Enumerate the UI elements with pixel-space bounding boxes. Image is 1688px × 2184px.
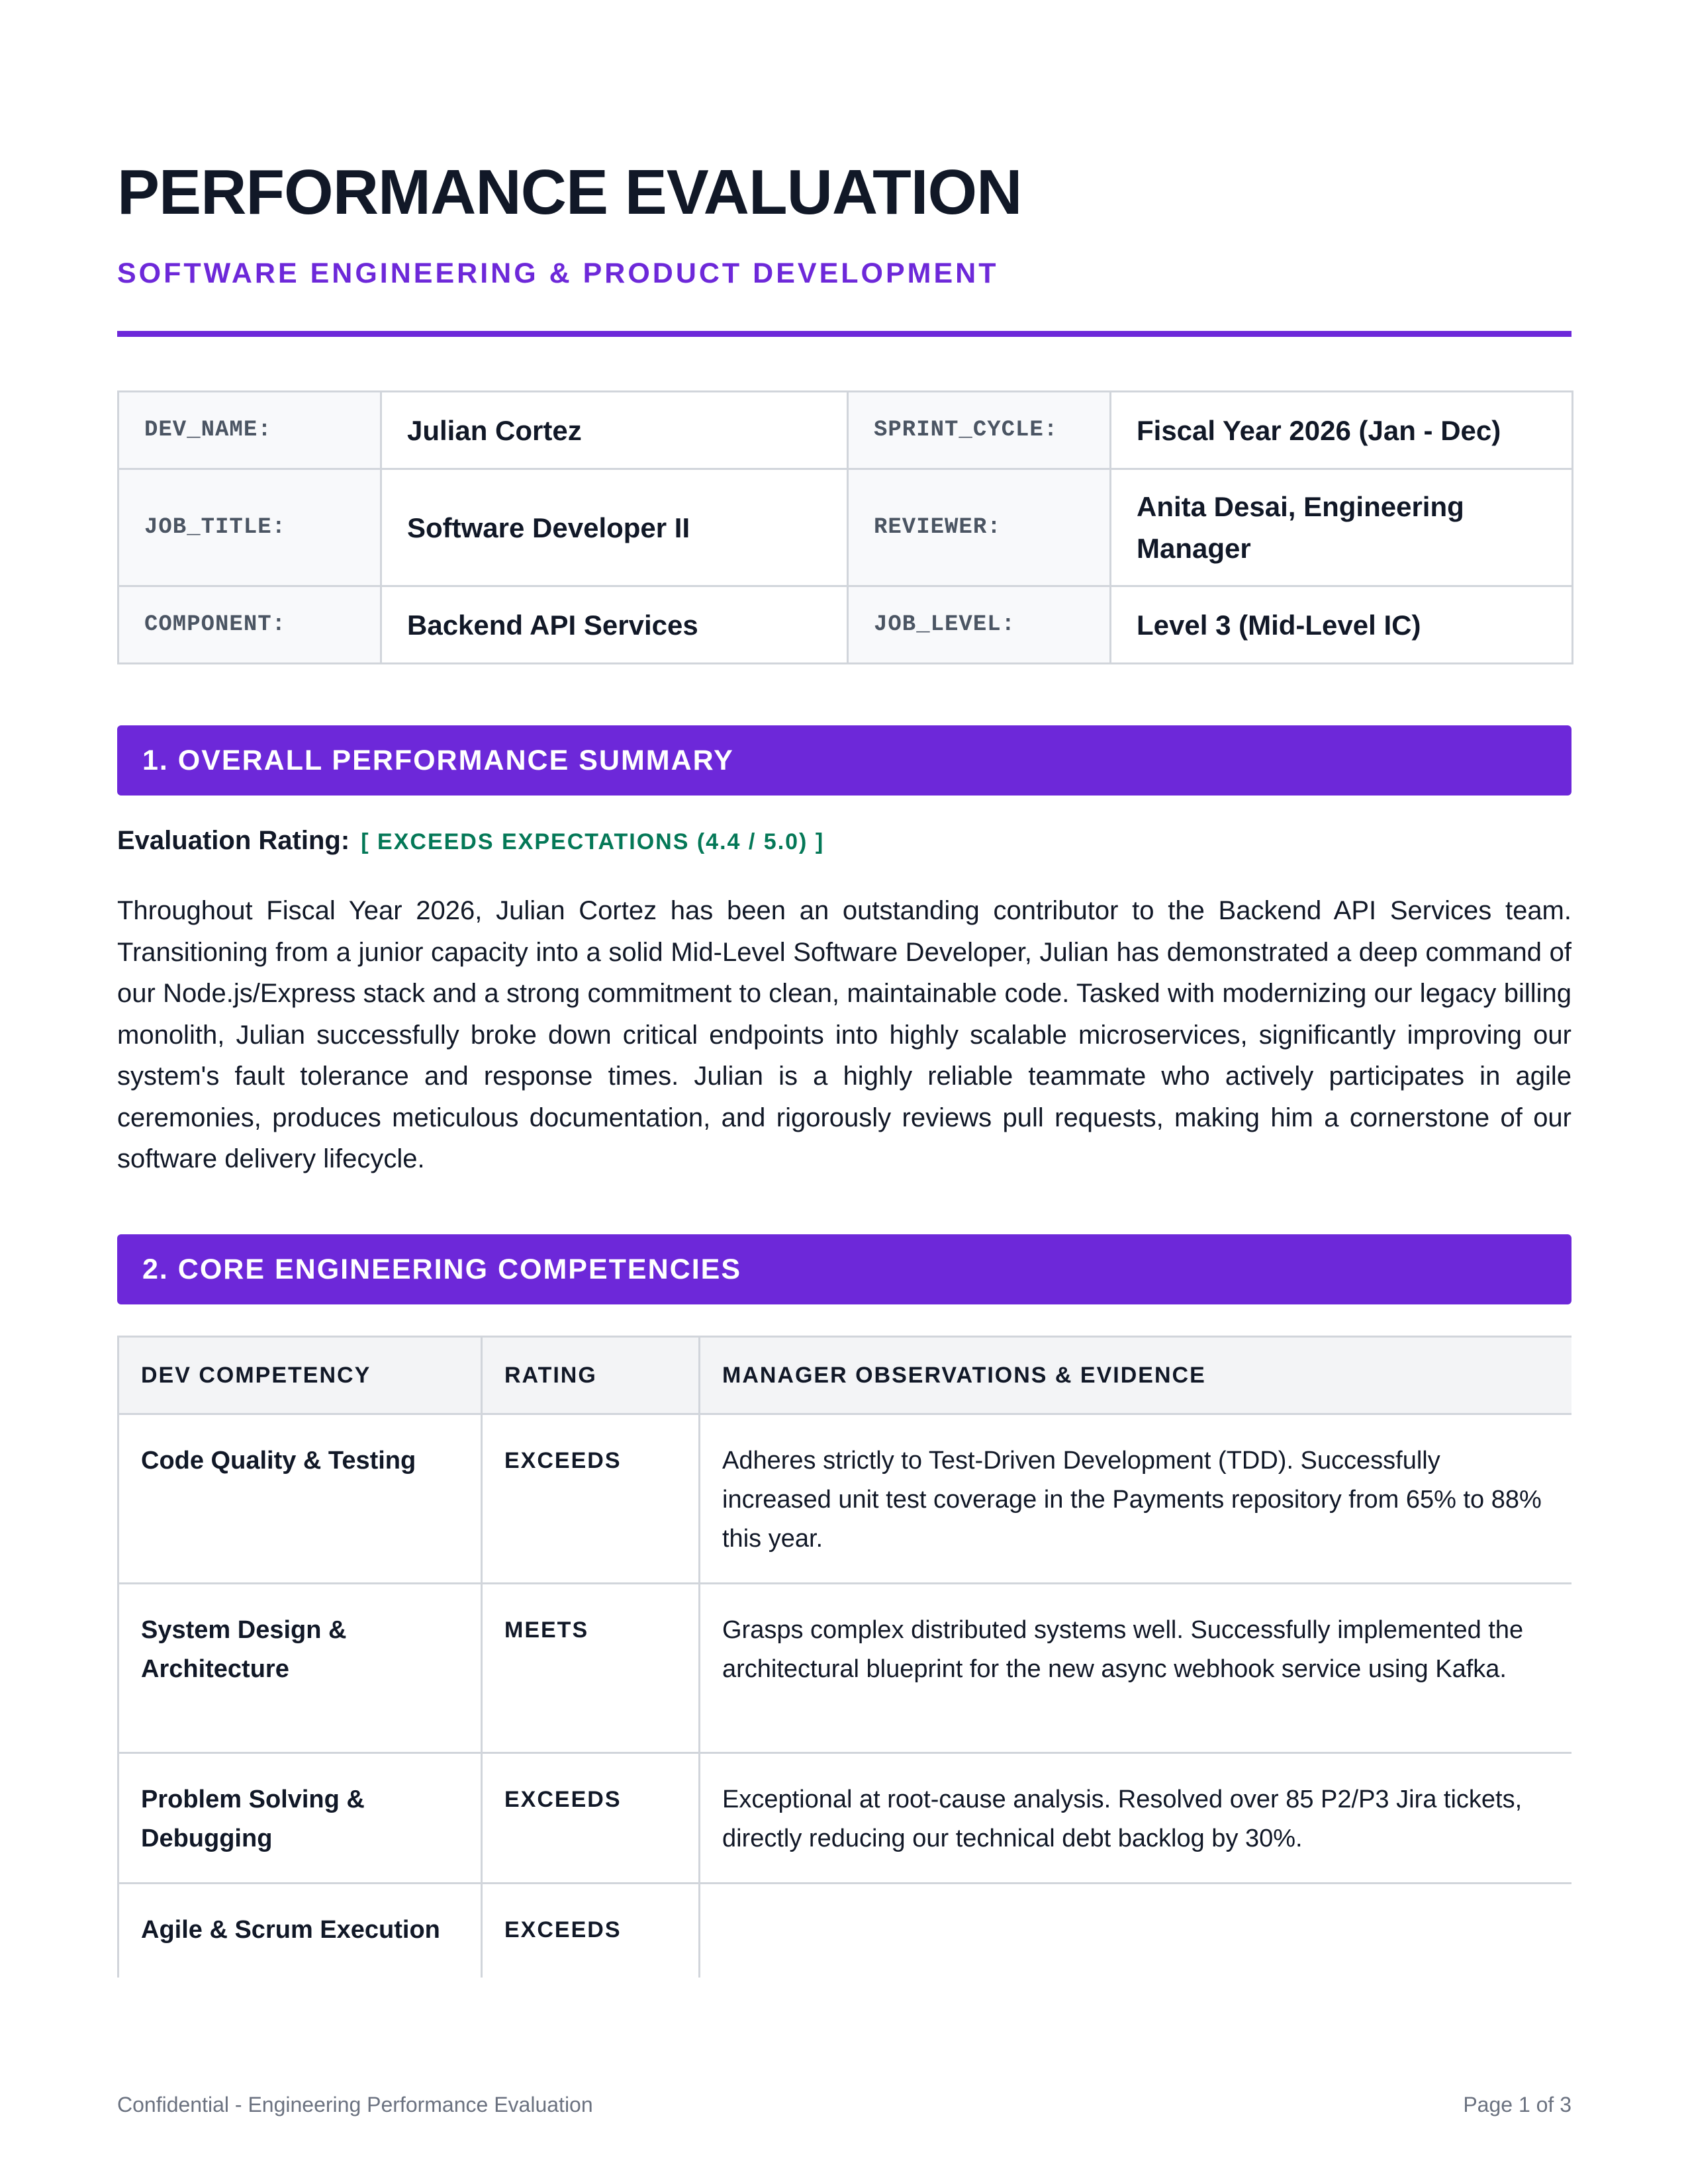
competency-observation: Exceptional at root-cause analysis. Resolved over 85 P2/P3 Jira tickets, directly reducing our technical debt backlog by 30%. <box>700 1753 1572 1884</box>
competency-observation: Adheres strictly to Test-Driven Development (TDD). Successfully increased unit test coverage in the Payments repository from 65% to 88% this year. <box>700 1414 1572 1584</box>
component-label: COMPONENT: <box>118 586 381 664</box>
competencies-table <box>117 1336 1571 1978</box>
competency-rating: EXCEEDS <box>482 1414 700 1584</box>
job-level-label: JOB_LEVEL: <box>848 586 1111 664</box>
table-row <box>118 1414 1572 1584</box>
component-value: Backend API Services <box>381 586 848 664</box>
table-row <box>118 1753 1572 1884</box>
competency-name: Code Quality & Testing <box>118 1414 482 1584</box>
competencies-table-container <box>117 1336 1571 1978</box>
title-divider <box>117 331 1571 337</box>
table-row <box>118 1584 1572 1753</box>
sprint-cycle-label: SPRINT_CYCLE: <box>848 392 1111 469</box>
footer-page-number: Page 1 of 3 <box>1463 2093 1571 2116</box>
competency-rating: EXCEEDS <box>482 1753 700 1884</box>
section-heading-summary: 1. OVERALL PERFORMANCE SUMMARY <box>117 725 1571 796</box>
job-level-value: Level 3 (Mid-Level IC) <box>1111 586 1573 664</box>
job-title-value: Software Developer II <box>381 469 848 586</box>
performance-summary-text: Throughout Fiscal Year 2026, Julian Cortez has been an outstanding contributor to the Backend API Services team. Transitioning from a junior capacity into a solid Mid-Level Software Developer, Julian has demonstrated a deep command of our Node.js/Express stack and a strong commitment to clean, maintainable code. Tasked with modernizing our legacy billing monolith, Julian successfully broke down critical endpoints into highly scalable microservices, significantly improving our system's fault tolerance and response times. Julian is a highly reliable teammate who actively participates in agile ceremonies, produces meticulous documentation, and rigorously reviews pull requests, making him a cornerstone of our software delivery lifecycle. <box>117 896 1571 1173</box>
job-title-label: JOB_TITLE: <box>118 469 381 586</box>
evaluation-rating-label: Evaluation Rating: <box>117 826 350 855</box>
competency-observation: Grasps complex distributed systems well. Successfully implemented the architectural blueprint for the new async webhook service using Kafka. <box>700 1584 1572 1753</box>
column-header-observations: MANAGER OBSERVATIONS & EVIDENCE <box>700 1337 1572 1414</box>
evaluation-rating <box>117 826 824 856</box>
info-row <box>118 586 1573 664</box>
reviewer-value: Anita Desai, Engineering Manager <box>1111 469 1573 586</box>
dev-name-value: Julian Cortez <box>381 392 848 469</box>
info-row <box>118 469 1573 586</box>
competency-rating: MEETS <box>482 1584 700 1753</box>
page-title: PERFORMANCE EVALUATION <box>117 157 1022 228</box>
table-row <box>118 1884 1572 1978</box>
table-header-row <box>118 1337 1572 1414</box>
column-header-competency: DEV COMPETENCY <box>118 1337 482 1414</box>
sprint-cycle-value: Fiscal Year 2026 (Jan - Dec) <box>1111 392 1573 469</box>
column-header-rating: RATING <box>482 1337 700 1414</box>
footer-confidential-note: Confidential - Engineering Performance Evaluation <box>117 2093 593 2116</box>
competency-rating: EXCEEDS <box>482 1884 700 1978</box>
page-subtitle: SOFTWARE ENGINEERING & PRODUCT DEVELOPMENT <box>117 257 999 289</box>
dev-name-label: DEV_NAME: <box>118 392 381 469</box>
section-heading-competencies: 2. CORE ENGINEERING COMPETENCIES <box>117 1234 1571 1304</box>
competency-name: Problem Solving & Debugging <box>118 1753 482 1884</box>
reviewer-label: REVIEWER: <box>848 469 1111 586</box>
evaluation-rating-value: [ EXCEEDS EXPECTATIONS (4.4 / 5.0) ] <box>361 829 825 854</box>
employee-info-table <box>117 390 1573 664</box>
info-row <box>118 392 1573 469</box>
competency-observation <box>700 1884 1572 1978</box>
competency-name: System Design & Architecture <box>118 1584 482 1753</box>
competency-name: Agile & Scrum Execution <box>118 1884 482 1978</box>
